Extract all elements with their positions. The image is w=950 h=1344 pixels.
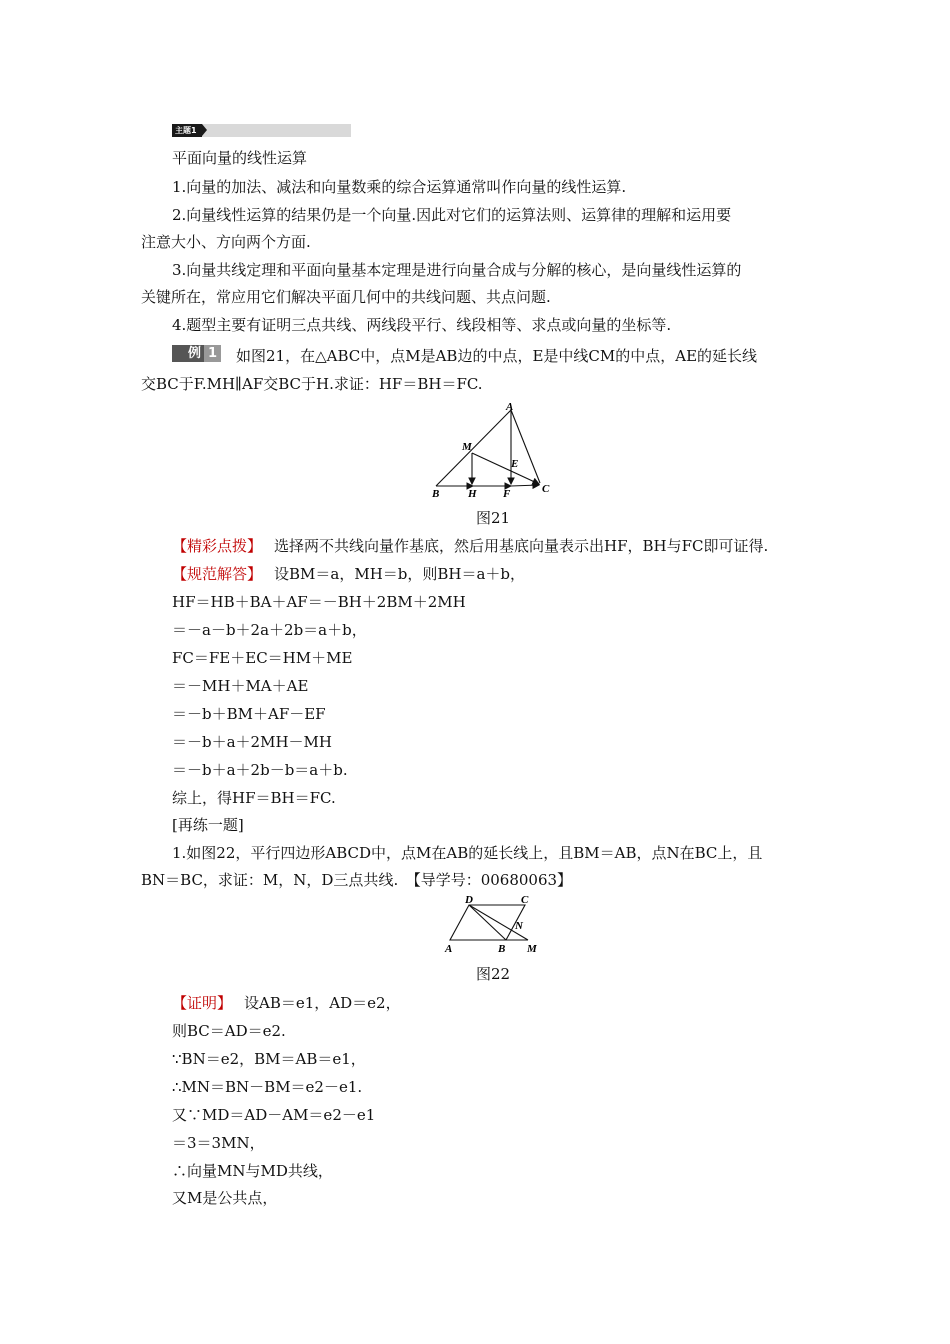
point-3: 3.向量共线定理和平面向量基本定理是进行向量合成与分解的核心，是向量线性运算的 — [172, 261, 742, 279]
median-cm — [472, 453, 539, 484]
solution-first: 设BM＝a，MH＝b，则BH＝a＋b， — [274, 565, 526, 583]
solution-step-2: ＝－a－b＋2a＋2b＝a＋b， — [172, 621, 367, 639]
proof-step-5: ＝3＝3MN， — [172, 1134, 265, 1152]
hint-label: 【精彩点拨】 — [172, 537, 263, 555]
solution-label: 【规范解答】 — [172, 565, 263, 583]
label-c: C — [542, 483, 550, 495]
side-ab — [436, 410, 511, 486]
example-line-2: 交BC于F.MH∥AF交BC于H.求证：HF＝BH＝FC. — [141, 375, 483, 393]
topic-tag: 主题1 — [172, 124, 202, 137]
proof-label: 【证明】 — [172, 994, 233, 1012]
solution-step-4: ＝－MH＋MA＋AE — [172, 677, 309, 695]
proof-step-3: ∴MN＝BN－BM＝e2－e1. — [172, 1078, 363, 1096]
practice-heading: [再练一题] — [172, 816, 244, 834]
example-badge-label: 例 — [172, 345, 204, 362]
label-e: E — [511, 458, 519, 470]
hint-line — [172, 536, 768, 556]
proof-step-2: ∵BN＝e2，BM＝AB＝e1， — [172, 1050, 366, 1068]
proof-step-7: 又M是公共点， — [172, 1189, 278, 1207]
example-badge-number: 1 — [204, 345, 221, 362]
proof-first: 设AB＝e1，AD＝e2， — [244, 994, 401, 1012]
label-b: B — [498, 943, 506, 955]
figure-22 — [440, 893, 545, 959]
label-a: A — [506, 401, 514, 413]
proof-step-4: 又∵MD＝AD－AM＝e2－e1 — [172, 1106, 376, 1124]
diagonal-db — [469, 905, 506, 940]
proof-step-1: 则BC＝AD＝e2. — [172, 1022, 286, 1040]
figure-21 — [426, 398, 556, 502]
point-2-cont: 注意大小、方向两个方面. — [141, 233, 311, 251]
solution-step-7: ＝－b＋a＋2b－b＝a＋b. — [172, 761, 348, 779]
solution-step-5: ＝－b＋BM＋AF－EF — [172, 705, 326, 723]
solution-step-6: ＝－b＋a＋2MH－MH — [172, 733, 332, 751]
practice-line-1: 1.如图22，平行四边形ABCD中，点M在AB的延长线上，且BM＝AB，点N在BC上，且 — [172, 844, 763, 862]
hint-text: 选择两不共线向量作基底，然后用基底向量表示出HF，BH与FC即可证得. — [274, 537, 769, 555]
proof-line — [172, 993, 401, 1013]
label-h: H — [468, 488, 477, 500]
solution-line — [172, 564, 525, 584]
label-f: F — [503, 488, 511, 500]
figure-21-caption: 图21 — [476, 509, 511, 527]
point-3-cont: 关键所在，常应用它们解决平面几何中的共线问题、共点问题. — [141, 288, 551, 306]
solution-conclusion: 综上，得HF＝BH＝FC. — [172, 789, 336, 807]
point-2: 2.向量线性运算的结果仍是一个向量.因此对它们的运算法则、运算律的理解和运用要 — [172, 206, 732, 224]
point-4: 4.题型主要有证明三点共线、两线段平行、线段相等、求点或向量的坐标等. — [172, 316, 672, 334]
label-n: N — [515, 920, 523, 932]
side-ac — [511, 410, 540, 483]
practice-line-2: BN＝BC，求证：M，N，D三点共线. 【导学号：00680063】 — [141, 871, 573, 889]
example-badge — [172, 345, 222, 362]
vector-fc — [511, 485, 539, 486]
solution-step-1: HF＝HB＋BA＋AF＝－BH＋2BM＋2MH — [172, 593, 466, 611]
point-1: 1.向量的加法、减法和向量数乘的综合运算通常叫作向量的线性运算. — [172, 178, 627, 196]
label-d: D — [465, 894, 473, 906]
label-m: M — [527, 943, 537, 955]
solution-step-3: FC＝FE＋EC＝HM＋ME — [172, 649, 353, 667]
label-c: C — [521, 894, 529, 906]
example-line-1: 如图21，在△ABC中，点M是AB边的中点，E是中线CM的中点，AE的延长线 — [236, 347, 758, 365]
figure-22-caption: 图22 — [476, 965, 511, 983]
label-b: B — [432, 488, 440, 500]
proof-step-6: ∴向量MN与MD共线， — [172, 1162, 333, 1180]
label-a: A — [445, 943, 453, 955]
topic-banner — [172, 124, 351, 137]
section-title: 平面向量的线性运算 — [172, 149, 308, 167]
label-m: M — [462, 441, 472, 453]
